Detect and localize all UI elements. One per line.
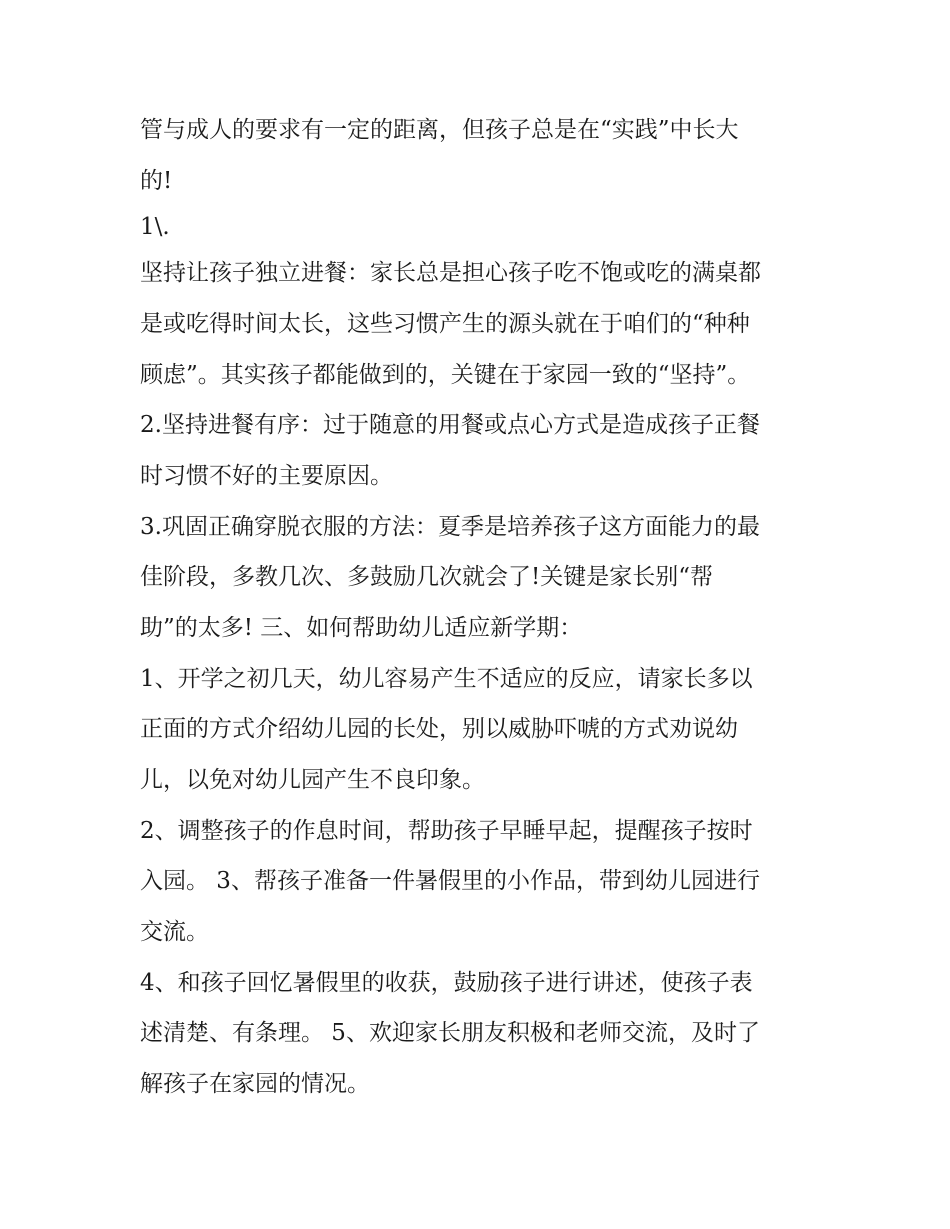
text-line-1: 管与成人的要求有一定的距离，但孩子总是在“实践”中长大	[140, 117, 739, 143]
text-line-6: 顾虑”。其实孩子都能做到的，关键在于家园一致的“坚持”。	[140, 362, 751, 388]
text-line-9: 3.巩固正确穿脱衣服的方法：夏季是培养孩子这方面能力的最	[140, 514, 760, 540]
text-line-2: 的!	[140, 168, 173, 194]
text-line-10: 佳阶段，多教几次、多鼓励几次就会了!关键是家长别“帮	[140, 564, 714, 590]
text-line-4: 坚持让孩子独立进餐：家长总是担心孩子吃不饱或吃的满桌都	[140, 260, 761, 286]
text-line-19: 述清楚、有条理。 5、欢迎家长朋友积极和老师交流，及时了	[140, 1020, 760, 1046]
text-line-13: 正面的方式介绍幼儿园的长处，别以威胁吓唬的方式劝说幼	[140, 716, 738, 742]
text-line-18: 4、和孩子回忆暑假里的收获，鼓励孩子进行讲述，使孩子表	[140, 970, 753, 996]
text-line-7: 2.坚持进餐有序：过于随意的用餐或点心方式是造成孩子正餐	[140, 412, 760, 438]
text-line-12: 1、开学之初几天，幼儿容易产生不适应的反应，请家长多以	[140, 666, 753, 692]
text-line-17: 交流。	[140, 919, 209, 945]
text-line-11: 助”的太多! 三、如何帮助幼儿适应新学期：	[140, 615, 583, 641]
text-line-5: 是或吃得时间太长，这些习惯产生的源头就在于咱们的“种种	[140, 311, 750, 337]
text-line-14: 儿，以免对幼儿园产生不良印象。	[140, 767, 485, 793]
text-line-20: 解孩子在家园的情况。	[140, 1071, 370, 1097]
text-line-15: 2、调整孩子的作息时间，帮助孩子早睡早起，提醒孩子按时	[140, 818, 753, 844]
text-line-3: 1\.	[140, 214, 170, 240]
text-line-8: 时习惯不好的主要原因。	[140, 463, 393, 489]
text-line-16: 入园。 3、帮孩子准备一件暑假里的小作品，带到幼儿园进行	[140, 868, 760, 894]
